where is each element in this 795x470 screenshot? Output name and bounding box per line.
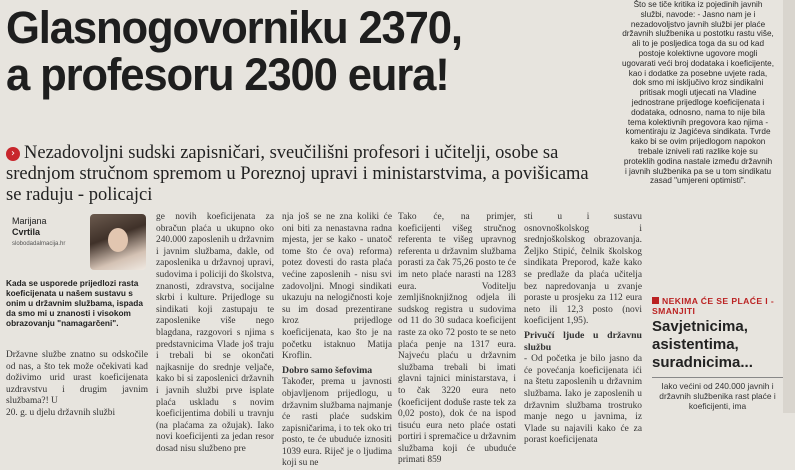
author-first-name: Marijana [12,216,47,226]
column-0-tail [6,350,148,418]
column-0-text: Državne službe znatno su odskočile od nas, a što tek može očekivati kad doživimo urid urast koeficijenata uzdravstvu i drugim javnim službama?! U [6,350,148,407]
arrow-icon: › [6,147,20,161]
column-4-text-b: - Od početka je bilo jasno da će povećanja koeficijenata ići na štetu zaposlenih u državnim službama. Iako je zaposlenih u državnim službama trostruko manje nego u javnima, iz Vlade su najavili kako će za porast koeficijenata [524,354,642,446]
column-2-text-b: Također, prema u javnosti objavljenom prijedlogu, u državnim službama najmanje će rasti plaće sudskim zapisničarima, i to tek oko tri posto, te će ubuduće iznositi 1039 eura. Riječ je o ljudima koji su ne [282,377,392,469]
headline-line-2: a profesoru 2300 eura! [6,49,449,100]
column-4 [524,212,642,446]
column-4-text: sti u i sustavu osnovnoškolskog i srednjoškolskog obrazovanja. Željko Stipić, čelnik školskog sindikata Preporod, kaže kako se predlaže da plaća učitelja bez napredovanja u zvanje poraste u prosjeku za 112 eura neto ili 12,3 posto (novi koeficijent 1,95). [524,212,642,327]
box-kicker-text: NEKIMA ĆE SE PLAĆE I - SMANJITI [652,296,775,316]
column-2-subheading: Dobro samo šefovima [282,364,373,376]
column-3-text: Tako će, na primjer, koeficijenti višeg stručnog referenta te višeg upravnog referenta u državnim službama porasti za čak 75,26 posto te će im neto plaće narasti na 1283 eura. Voditelju zemljišnoknjižnog odjela ili sudskog registra u sudovima od 11 do 30 sudaca koeficijent raste za oko 72 posto te se neto plaća penje na 1317 eura. Najveću plaću u državnim službama trebali bi imati glavni tajnici ministarstava, i to čak 3220 eura neto (koeficijent doduše raste tek za 0,02 posto), dok će na ispod tisuću eura neto plaće ostati portiri i spremačice u državnim službama koji će ubuduće primati 859 [398,212,516,466]
square-icon [652,297,659,304]
deck-text: Nezadovoljni sudski zapisničari, sveučilišni profesori i učitelji, osobe sa srednjom stručnom spremom u Poreznoj upravi i ministarstvima, a povišicama se raduju - policajci [6,143,589,205]
column-1 [156,212,274,454]
headline-line-1: Glasnogovorniku 2370, [6,2,462,53]
author-byline [6,212,148,272]
author-last-name: Cvrtila [12,227,41,237]
author-photo [90,214,146,270]
author-name [12,216,47,238]
author-face [108,228,128,252]
headline [6,4,598,98]
column-2-text: nja još se ne zna koliki će oni biti za nenastavna radna mjesta, jer se kako - unatoč tome što će ova) reforma) potez dovesti do rasta plaća većine zaposlenih - nisu svi zadovoljni. Mnogi sindikati ukazuju na nelogičnosti koje su im dosad prezentirane kroz prijedloge koeficijenata, kao što je na početku istaknuo Matija Kroflin. [282,212,392,362]
lead-paragraph: Kada se usporede prijedlozi rasta koeficijenata u našem sustavu s onim u državnim službama, ispada da smo mi u znanosti i visokom obrazovanju "namagarčeni". [6,278,143,328]
column-3 [398,212,516,466]
column-4-subheading: Privučí ljude u državnu službu [524,329,642,353]
box-divider [652,377,783,378]
sidebar-text: Što se tiče kritika iz pojedinih javnih službi, navode: - Jasno nam je i nezadovoljstvo javnih službi jer plaće državnih službenika u postotku rastu više, ali to je posljedica toga da su od kad postoje kolektivne ugovore mogli ugovarati veći broj dodataka i koeficijente, kao i dodatke za posebne uvjete rada, dok smo mi isključivo kroz sindikalni pritisak mogli utjecati na Vladine jednostrane prijedloge koeficijenata i dodataka, odnosno, nama to nije bila tema kolektivnih pregovora kao njima - komentiraju iz Jagićeva sindikata. Tvrde kako bi se ovim prijedlogom napokon trebale izniveli rati razlike koje su proteklih godina nastale između državnih i javnih službenika pa se u tom sindikatu zasad "umjereni optimisti". [622,0,775,186]
box-title: Savjetnicima, asistentima, suradnicima... [652,318,753,371]
column-1-text: ge novih koeficijenata za obračun plaća u ukupno oko 240.000 zaposlenih u državnim i javnim službama, dakle, od zaposlenika u državnoj upravi, sudovima i policiji do školstva, znanosti, zdravstva, socijalne skrbi i kulture. Prijedloge su sindikati koji zastupaju te zaposlenike više nego blagdana, razgovori s njima s predstavnicima Vlade još traju i trebali bi se okončati najkasnije do srednje veljače, kako bi si zaposlenici državnih i javnih službi prve isplate plaća uskladu s novim koeficijentima dobili u travnju (na plaćama za ožujak). Iako novi koeficijenti za jedan resor dosad nisu službeno pre [156,212,274,454]
column-0-text-2: 20. g. u djelu državnih službi [6,407,116,418]
sidebar-box [652,296,783,413]
box-kicker [652,296,783,316]
author-email: slobodadalmacija.hr [12,241,66,247]
page-edge [783,0,795,413]
box-body: Iako većini od 240.000 javnih i državnih službenika rast plaće i koeficijenti, ima [659,381,776,411]
deck [6,143,606,206]
column-2 [282,212,392,469]
